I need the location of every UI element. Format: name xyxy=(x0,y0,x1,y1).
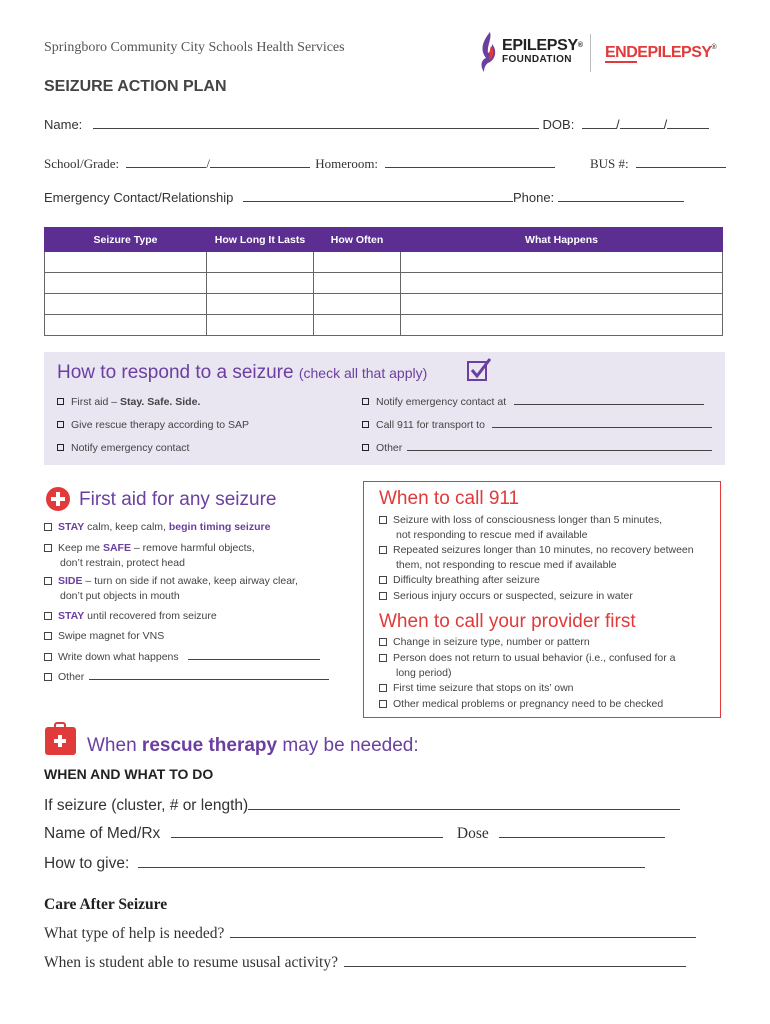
resume-activity-field[interactable] xyxy=(344,966,686,967)
table-cell[interactable] xyxy=(45,294,207,315)
logo-foundation-text: FOUNDATION xyxy=(502,54,572,65)
first-aid-item[interactable] xyxy=(44,574,298,604)
respond-item-call-911[interactable] xyxy=(362,419,712,431)
help-needed-label: What type of help is needed? xyxy=(44,925,225,942)
checkbox[interactable] xyxy=(379,576,387,584)
name-row xyxy=(44,117,709,132)
first-aid-title: First aid for any seizure xyxy=(79,489,277,510)
item-bold: SAFE xyxy=(102,542,131,554)
how-to-give-field[interactable] xyxy=(138,867,645,868)
respond-title-text: How to respond to a seizure xyxy=(57,362,294,383)
checkmark-box-icon xyxy=(466,357,492,383)
table-cell[interactable] xyxy=(207,252,314,273)
bus-field[interactable] xyxy=(636,167,726,168)
checkbox[interactable] xyxy=(379,684,387,692)
other-field[interactable] xyxy=(407,450,712,451)
respond-item-other[interactable] xyxy=(362,442,712,454)
item-label: – remove harmful objects, xyxy=(130,542,255,554)
rescue-title-part: may be needed: xyxy=(277,735,419,756)
checkbox[interactable] xyxy=(379,546,387,554)
provider-item[interactable] xyxy=(379,635,590,650)
care-after-seizure-heading: Care After Seizure xyxy=(44,896,168,913)
checkbox[interactable] xyxy=(44,612,52,620)
item-label: Seizure with loss of consciousness longer than 5 minutes, xyxy=(393,514,663,526)
checkbox[interactable] xyxy=(362,421,369,428)
checkbox[interactable] xyxy=(57,444,64,451)
name-field[interactable] xyxy=(93,128,539,129)
item-label: Repeated seizures longer than 10 minutes, no recovery between xyxy=(393,544,694,556)
item-label-line2: don’t put objects in mouth xyxy=(60,590,180,602)
respond-item-notify-at[interactable] xyxy=(362,396,704,408)
table-cell[interactable] xyxy=(401,294,723,315)
first-aid-item[interactable] xyxy=(44,520,270,535)
dob-year-field[interactable] xyxy=(667,128,709,129)
table-cell[interactable] xyxy=(207,315,314,336)
if-seizure-label: If seizure (cluster, # or length) xyxy=(44,797,249,814)
item-label: First aid – xyxy=(71,396,121,408)
provider-item[interactable] xyxy=(379,681,574,696)
how-to-give-label: How to give: xyxy=(44,855,130,872)
seizure-table-header xyxy=(45,228,723,252)
table-row xyxy=(45,294,723,315)
respond-subtitle: (check all that apply) xyxy=(298,365,428,381)
item-label: Difficulty breathing after seizure xyxy=(393,574,540,586)
dob-month-field[interactable] xyxy=(582,128,616,129)
name-label: Name: xyxy=(44,117,83,132)
item-label: Write down what happens xyxy=(58,651,179,663)
logo-registered-mark: ® xyxy=(577,42,583,49)
checkbox[interactable] xyxy=(362,444,369,451)
item-bold: SIDE xyxy=(58,575,83,587)
first-aid-item[interactable] xyxy=(44,541,255,571)
respond-item-first-aid[interactable] xyxy=(57,396,200,408)
logo-divider xyxy=(590,34,591,72)
checkbox[interactable] xyxy=(379,516,387,524)
col-how-long: How Long It Lasts xyxy=(207,228,314,252)
rescue-therapy-title xyxy=(87,735,419,757)
provider-title: When to call your provider first xyxy=(379,611,636,632)
homeroom-field[interactable] xyxy=(385,167,555,168)
end-epilepsy-logo xyxy=(605,44,716,62)
when-and-what-heading: WHEN AND WHAT TO DO xyxy=(44,766,214,782)
checkbox[interactable] xyxy=(44,632,52,640)
call-911-item[interactable] xyxy=(379,589,633,604)
grade-field[interactable] xyxy=(210,167,310,168)
help-needed-field[interactable] xyxy=(230,937,696,938)
seizure-table xyxy=(44,227,723,336)
item-label-line2: long period) xyxy=(396,667,452,679)
emergency-contact-label: Emergency Contact/Relationship xyxy=(44,190,234,205)
table-cell[interactable] xyxy=(314,294,401,315)
notify-at-field[interactable] xyxy=(514,404,704,405)
bus-row xyxy=(590,156,726,172)
checkbox[interactable] xyxy=(44,544,52,552)
flame-icon xyxy=(478,30,500,74)
call-911-item[interactable] xyxy=(379,573,540,588)
call-911-item[interactable] xyxy=(379,543,694,573)
checkbox[interactable] xyxy=(379,654,387,662)
logo-end-text: END xyxy=(605,44,638,61)
table-row xyxy=(45,252,723,273)
first-aid-item[interactable] xyxy=(44,629,164,644)
item-label: Other xyxy=(376,442,403,454)
checkbox[interactable] xyxy=(44,673,52,681)
school-row xyxy=(44,156,555,172)
homeroom-label: Homeroom: xyxy=(315,156,379,171)
emergency-row xyxy=(44,190,684,205)
item-bold: begin timing seizure xyxy=(168,521,271,533)
item-label: Serious injury occurs or suspected, seizure in water xyxy=(393,590,633,602)
item-label: – turn on side if not awake, keep airway clear, xyxy=(82,575,298,587)
phone-field[interactable] xyxy=(558,201,684,202)
dob-label: DOB: xyxy=(542,117,575,132)
resume-activity-row xyxy=(44,954,686,972)
logo-epilepsy-text: EPILEPSY xyxy=(502,37,578,54)
table-row xyxy=(45,273,723,294)
rescue-title-bold: rescue therapy xyxy=(141,735,278,756)
item-label: until recovered from seizure xyxy=(84,610,217,622)
table-cell[interactable] xyxy=(401,315,723,336)
item-bold: STAY xyxy=(58,610,85,622)
item-bold: Stay. Safe. Side. xyxy=(120,396,201,408)
respond-item-rescue-therapy[interactable] xyxy=(57,419,249,431)
first-aid-item[interactable] xyxy=(44,650,320,665)
resume-activity-label: When is student able to resume ususal activity? xyxy=(44,954,338,971)
medical-kit-icon xyxy=(45,727,76,755)
item-bold: STAY xyxy=(58,521,85,533)
item-label: Call 911 for transport to xyxy=(376,419,485,431)
page-title: SEIZURE ACTION PLAN xyxy=(44,78,227,95)
emergency-contact-field[interactable] xyxy=(243,201,513,202)
first-aid-item[interactable] xyxy=(44,609,217,624)
dose-label: Dose xyxy=(456,825,489,842)
table-cell[interactable] xyxy=(401,273,723,294)
school-grade-label: School/Grade: xyxy=(44,156,120,171)
transport-field[interactable] xyxy=(492,427,712,428)
checkbox[interactable] xyxy=(44,653,52,661)
if-seizure-row xyxy=(44,797,680,815)
checkbox[interactable] xyxy=(379,700,387,708)
rescue-title-part: When xyxy=(87,735,142,756)
checkbox[interactable] xyxy=(379,592,387,600)
col-seizure-type: Seizure Type xyxy=(45,228,207,252)
how-to-give-row xyxy=(44,855,645,873)
checkbox[interactable] xyxy=(44,523,52,531)
help-needed-row xyxy=(44,925,696,943)
if-seizure-field[interactable] xyxy=(248,809,680,810)
col-how-often: How Often xyxy=(314,228,401,252)
dob-slash: / xyxy=(615,117,620,132)
provider-item[interactable] xyxy=(379,697,663,712)
call-911-item[interactable] xyxy=(379,513,662,543)
checkbox[interactable] xyxy=(57,398,64,405)
table-cell[interactable] xyxy=(314,315,401,336)
table-cell[interactable] xyxy=(45,273,207,294)
item-label: Change in seizure type, number or pattern xyxy=(393,636,590,648)
bus-label: BUS #: xyxy=(590,156,629,171)
item-label: Other xyxy=(58,671,85,683)
epilepsy-foundation-logo xyxy=(478,30,583,74)
table-cell[interactable] xyxy=(207,294,314,315)
dob-day-field[interactable] xyxy=(620,128,664,129)
table-cell[interactable] xyxy=(207,273,314,294)
med-name-field[interactable] xyxy=(171,837,443,838)
item-label: Notify emergency contact xyxy=(71,442,190,454)
respond-title xyxy=(57,362,427,384)
write-down-field[interactable] xyxy=(188,659,320,660)
item-label: calm, keep calm, xyxy=(84,521,169,533)
item-label: Person does not return to usual behavior (i.e., confused for a xyxy=(393,652,676,664)
item-label: Swipe magnet for VNS xyxy=(58,630,165,642)
first-aid-cross-icon xyxy=(46,487,70,511)
item-label: Notify emergency contact at xyxy=(376,396,507,408)
organization-name: Springboro Community City Schools Health Services xyxy=(44,40,345,55)
table-row xyxy=(45,315,723,336)
item-label-line2: not responding to rescue med if available xyxy=(396,529,588,541)
checkbox[interactable] xyxy=(57,421,64,428)
first-aid-item[interactable] xyxy=(44,670,329,685)
item-label-line2: them, not responding to rescue med if available xyxy=(396,559,617,571)
call-911-title: When to call 911 xyxy=(379,488,520,509)
item-label: Other medical problems or pregnancy need to be checked xyxy=(393,698,664,710)
grade-slash: / xyxy=(206,156,210,171)
table-cell[interactable] xyxy=(45,315,207,336)
logo2-registered-mark: ® xyxy=(711,44,717,51)
item-label: Give rescue therapy according to SAP xyxy=(71,419,250,431)
col-what-happens: What Happens xyxy=(401,228,723,252)
table-cell[interactable] xyxy=(45,252,207,273)
dose-field[interactable] xyxy=(499,837,665,838)
checkbox[interactable] xyxy=(44,577,52,585)
respond-item-notify-contact[interactable] xyxy=(57,442,189,454)
item-label: First time seizure that stops on its’ own xyxy=(393,682,574,694)
checkbox[interactable] xyxy=(379,638,387,646)
med-row xyxy=(44,825,665,843)
checkbox[interactable] xyxy=(362,398,369,405)
table-cell[interactable] xyxy=(401,252,723,273)
other-first-aid-field[interactable] xyxy=(89,679,329,680)
dob-slash: / xyxy=(663,117,668,132)
logo-epilepsy-text-2: EPILEPSY xyxy=(637,44,712,61)
phone-label: Phone: xyxy=(512,190,555,205)
provider-item[interactable] xyxy=(379,651,676,681)
med-name-label: Name of Med/Rx xyxy=(44,825,161,842)
item-label: Keep me xyxy=(58,542,103,554)
table-cell[interactable] xyxy=(314,252,401,273)
item-label-line2: don’t restrain, protect head xyxy=(60,557,185,569)
school-field[interactable] xyxy=(126,167,206,168)
table-cell[interactable] xyxy=(314,273,401,294)
